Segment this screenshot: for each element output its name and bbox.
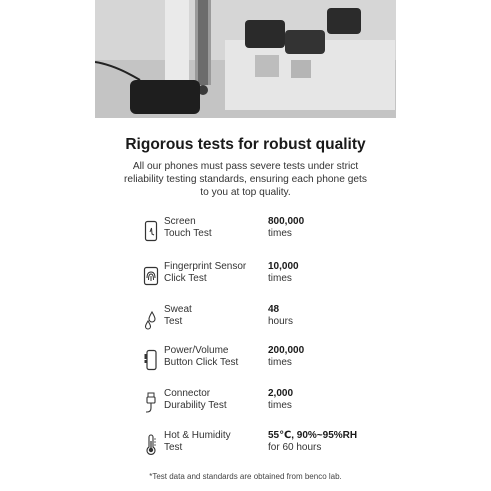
intro-text: All our phones must pass severe tests under strict reliability testing standards, ensuring each phone gets to you at top quality. xyxy=(124,161,367,198)
page-title: Rigorous tests for robust quality xyxy=(125,136,366,153)
test-value: 55℃, 90%~95%RH for 60 hours xyxy=(268,430,358,454)
footnote: *Test data and standards are obtained from benco lab. xyxy=(149,472,342,481)
test-name: Sweat Test xyxy=(164,304,192,328)
test-value: 48 hours xyxy=(268,304,294,328)
thermometer-icon xyxy=(142,432,160,458)
test-name: Hot & Humidity Test xyxy=(164,430,231,454)
test-row-fingerprint xyxy=(142,261,372,295)
side-buttons-icon xyxy=(142,347,160,373)
phone-screen-icon xyxy=(142,218,160,244)
test-row-screen-touch xyxy=(142,216,372,250)
test-value: 10,000 times xyxy=(268,261,299,285)
test-name: Power/Volume Button Click Test xyxy=(164,345,239,369)
sweat-drops-icon xyxy=(142,306,160,332)
connector-cable-icon xyxy=(142,390,160,416)
test-name: Connector Durability Test xyxy=(164,388,227,412)
test-row-power-volume xyxy=(142,345,372,379)
test-row-sweat xyxy=(142,304,372,338)
test-value: 2,000 times xyxy=(268,388,294,412)
test-value: 800,000 times xyxy=(268,216,305,240)
hero-photo xyxy=(95,0,396,118)
test-row-connector xyxy=(142,388,372,422)
fingerprint-icon xyxy=(142,263,160,289)
test-name: Screen Touch Test xyxy=(164,216,212,240)
test-value: 200,000 times xyxy=(268,345,305,369)
test-row-hot-humidity xyxy=(142,430,372,464)
test-name: Fingerprint Sensor Click Test xyxy=(164,261,247,285)
